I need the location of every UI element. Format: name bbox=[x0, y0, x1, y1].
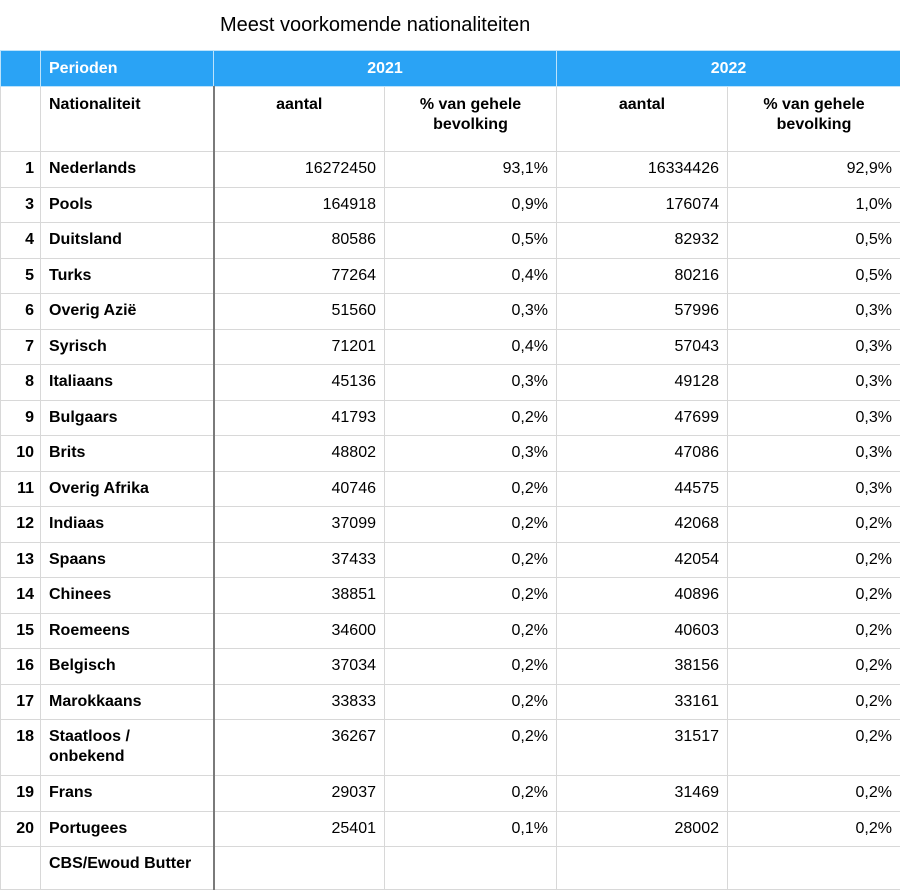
count-2021-cell: 164918 bbox=[214, 187, 385, 223]
count-2022-cell: 33161 bbox=[557, 684, 728, 720]
rank-cell: 6 bbox=[1, 294, 41, 330]
table-row bbox=[1, 507, 900, 543]
count-2021-cell: 71201 bbox=[214, 329, 385, 365]
nationality-cell: Frans bbox=[41, 776, 214, 812]
count-2021-cell: 38851 bbox=[214, 578, 385, 614]
rank-cell: 15 bbox=[1, 613, 41, 649]
percent-2021-cell: 0,4% bbox=[385, 258, 557, 294]
footer-cell bbox=[557, 847, 728, 890]
count-2022-cell: 42054 bbox=[557, 542, 728, 578]
header-row-periods bbox=[1, 51, 900, 87]
percent-2022-cell: 0,2% bbox=[728, 720, 900, 776]
percent-2022-cell: 0,3% bbox=[728, 400, 900, 436]
table-row bbox=[1, 684, 900, 720]
footer-cell bbox=[214, 847, 385, 890]
nationality-cell: Chinees bbox=[41, 578, 214, 614]
count-2021-cell: 45136 bbox=[214, 365, 385, 401]
count-2021-cell: 25401 bbox=[214, 811, 385, 847]
count-2021-cell: 36267 bbox=[214, 720, 385, 776]
percent-2021-cell: 0,1% bbox=[385, 811, 557, 847]
nationality-cell: Syrisch bbox=[41, 329, 214, 365]
table-row bbox=[1, 811, 900, 847]
percent-2022-cell: 0,3% bbox=[728, 329, 900, 365]
table-row bbox=[1, 329, 900, 365]
percent-2021-cell: 0,4% bbox=[385, 329, 557, 365]
table-row bbox=[1, 436, 900, 472]
percent-2022-cell: 0,2% bbox=[728, 684, 900, 720]
rank-cell: 10 bbox=[1, 436, 41, 472]
rank-cell: 20 bbox=[1, 811, 41, 847]
footer-row bbox=[1, 847, 900, 890]
count-2022-cell: 176074 bbox=[557, 187, 728, 223]
count-2022-cell: 82932 bbox=[557, 223, 728, 259]
count-2022-cell: 47086 bbox=[557, 436, 728, 472]
percent-2021-cell: 0,2% bbox=[385, 613, 557, 649]
table-row bbox=[1, 294, 900, 330]
percent-2022-cell: 0,2% bbox=[728, 776, 900, 812]
rank-cell: 18 bbox=[1, 720, 41, 776]
percent-2021-cell: 0,2% bbox=[385, 578, 557, 614]
footer-index-cell bbox=[1, 847, 41, 890]
percent-2022-cell: 0,2% bbox=[728, 578, 900, 614]
count-2021-cell: 37433 bbox=[214, 542, 385, 578]
rank-cell: 19 bbox=[1, 776, 41, 812]
corner-cell bbox=[1, 51, 41, 87]
rank-cell: 5 bbox=[1, 258, 41, 294]
header-row-columns bbox=[1, 87, 900, 152]
rank-cell: 17 bbox=[1, 684, 41, 720]
percent-2022-cell: 0,3% bbox=[728, 365, 900, 401]
rank-cell: 13 bbox=[1, 542, 41, 578]
percent-2022-cell: 0,3% bbox=[728, 471, 900, 507]
nationality-cell: Duitsland bbox=[41, 223, 214, 259]
table-row bbox=[1, 578, 900, 614]
count-2021-cell: 29037 bbox=[214, 776, 385, 812]
perioden-header: Perioden bbox=[41, 51, 214, 87]
pct-2022-header: % van gehele bevolking bbox=[728, 87, 900, 152]
table-row bbox=[1, 471, 900, 507]
count-2022-cell: 49128 bbox=[557, 365, 728, 401]
table-row bbox=[1, 542, 900, 578]
table-row bbox=[1, 400, 900, 436]
rank-cell: 9 bbox=[1, 400, 41, 436]
aantal-2022-header: aantal bbox=[557, 87, 728, 152]
source-credit: CBS/Ewoud Butter bbox=[41, 847, 214, 890]
rank-cell: 7 bbox=[1, 329, 41, 365]
percent-2022-cell: 0,3% bbox=[728, 436, 900, 472]
percent-2021-cell: 0,9% bbox=[385, 187, 557, 223]
percent-2021-cell: 0,2% bbox=[385, 507, 557, 543]
percent-2021-cell: 0,3% bbox=[385, 436, 557, 472]
pct-2021-header: % van gehele bevolking bbox=[385, 87, 557, 152]
count-2022-cell: 40896 bbox=[557, 578, 728, 614]
count-2021-cell: 33833 bbox=[214, 684, 385, 720]
rank-cell: 11 bbox=[1, 471, 41, 507]
nationality-cell: Overig Azië bbox=[41, 294, 214, 330]
count-2022-cell: 57996 bbox=[557, 294, 728, 330]
count-2022-cell: 44575 bbox=[557, 471, 728, 507]
count-2021-cell: 80586 bbox=[214, 223, 385, 259]
nationaliteit-header: Nationaliteit bbox=[41, 87, 214, 152]
nationalities-table bbox=[0, 50, 900, 890]
table-row bbox=[1, 613, 900, 649]
page-title: Meest voorkomende nationaliteiten bbox=[220, 14, 530, 37]
rank-cell: 14 bbox=[1, 578, 41, 614]
rank-cell: 4 bbox=[1, 223, 41, 259]
percent-2022-cell: 0,2% bbox=[728, 542, 900, 578]
rank-cell: 12 bbox=[1, 507, 41, 543]
percent-2021-cell: 93,1% bbox=[385, 152, 557, 188]
nationality-cell: Pools bbox=[41, 187, 214, 223]
count-2022-cell: 42068 bbox=[557, 507, 728, 543]
percent-2022-cell: 0,2% bbox=[728, 649, 900, 685]
year-2021-header: 2021 bbox=[214, 51, 557, 87]
rank-cell: 3 bbox=[1, 187, 41, 223]
count-2021-cell: 40746 bbox=[214, 471, 385, 507]
count-2022-cell: 31469 bbox=[557, 776, 728, 812]
rank-cell: 16 bbox=[1, 649, 41, 685]
table-row bbox=[1, 187, 900, 223]
nationality-cell: Marokkaans bbox=[41, 684, 214, 720]
percent-2021-cell: 0,2% bbox=[385, 776, 557, 812]
year-2022-header: 2022 bbox=[557, 51, 900, 87]
index-header-cell bbox=[1, 87, 41, 152]
count-2022-cell: 40603 bbox=[557, 613, 728, 649]
percent-2021-cell: 0,2% bbox=[385, 471, 557, 507]
nationality-cell: Italiaans bbox=[41, 365, 214, 401]
count-2022-cell: 38156 bbox=[557, 649, 728, 685]
percent-2022-cell: 1,0% bbox=[728, 187, 900, 223]
footer-cell bbox=[728, 847, 900, 890]
count-2021-cell: 34600 bbox=[214, 613, 385, 649]
percent-2021-cell: 0,2% bbox=[385, 684, 557, 720]
percent-2022-cell: 0,5% bbox=[728, 223, 900, 259]
nationality-cell: Belgisch bbox=[41, 649, 214, 685]
percent-2022-cell: 0,2% bbox=[728, 613, 900, 649]
count-2021-cell: 37099 bbox=[214, 507, 385, 543]
count-2022-cell: 16334426 bbox=[557, 152, 728, 188]
nationality-cell: Roemeens bbox=[41, 613, 214, 649]
aantal-2021-header: aantal bbox=[214, 87, 385, 152]
percent-2022-cell: 0,3% bbox=[728, 294, 900, 330]
table-row bbox=[1, 365, 900, 401]
count-2022-cell: 47699 bbox=[557, 400, 728, 436]
nationality-cell: Overig Afrika bbox=[41, 471, 214, 507]
percent-2021-cell: 0,3% bbox=[385, 365, 557, 401]
percent-2021-cell: 0,5% bbox=[385, 223, 557, 259]
percent-2021-cell: 0,2% bbox=[385, 649, 557, 685]
percent-2021-cell: 0,3% bbox=[385, 294, 557, 330]
percent-2022-cell: 0,2% bbox=[728, 811, 900, 847]
percent-2022-cell: 92,9% bbox=[728, 152, 900, 188]
nationality-cell: Portugees bbox=[41, 811, 214, 847]
table-row bbox=[1, 258, 900, 294]
rank-cell: 1 bbox=[1, 152, 41, 188]
count-2021-cell: 51560 bbox=[214, 294, 385, 330]
count-2022-cell: 57043 bbox=[557, 329, 728, 365]
table-row bbox=[1, 720, 900, 776]
percent-2021-cell: 0,2% bbox=[385, 400, 557, 436]
nationality-cell: Turks bbox=[41, 258, 214, 294]
percent-2022-cell: 0,2% bbox=[728, 507, 900, 543]
rank-cell: 8 bbox=[1, 365, 41, 401]
count-2021-cell: 77264 bbox=[214, 258, 385, 294]
footer-cell bbox=[385, 847, 557, 890]
table-row bbox=[1, 152, 900, 188]
percent-2021-cell: 0,2% bbox=[385, 720, 557, 776]
percent-2022-cell: 0,5% bbox=[728, 258, 900, 294]
count-2021-cell: 48802 bbox=[214, 436, 385, 472]
count-2021-cell: 41793 bbox=[214, 400, 385, 436]
nationality-cell: Spaans bbox=[41, 542, 214, 578]
percent-2021-cell: 0,2% bbox=[385, 542, 557, 578]
table-row bbox=[1, 223, 900, 259]
nationality-cell: Brits bbox=[41, 436, 214, 472]
count-2022-cell: 31517 bbox=[557, 720, 728, 776]
table-row bbox=[1, 776, 900, 812]
count-2021-cell: 37034 bbox=[214, 649, 385, 685]
nationality-cell: Nederlands bbox=[41, 152, 214, 188]
nationality-cell: Staatloos / onbekend bbox=[41, 720, 214, 776]
table-row bbox=[1, 649, 900, 685]
count-2021-cell: 16272450 bbox=[214, 152, 385, 188]
count-2022-cell: 28002 bbox=[557, 811, 728, 847]
nationality-cell: Indiaas bbox=[41, 507, 214, 543]
nationality-cell: Bulgaars bbox=[41, 400, 214, 436]
count-2022-cell: 80216 bbox=[557, 258, 728, 294]
